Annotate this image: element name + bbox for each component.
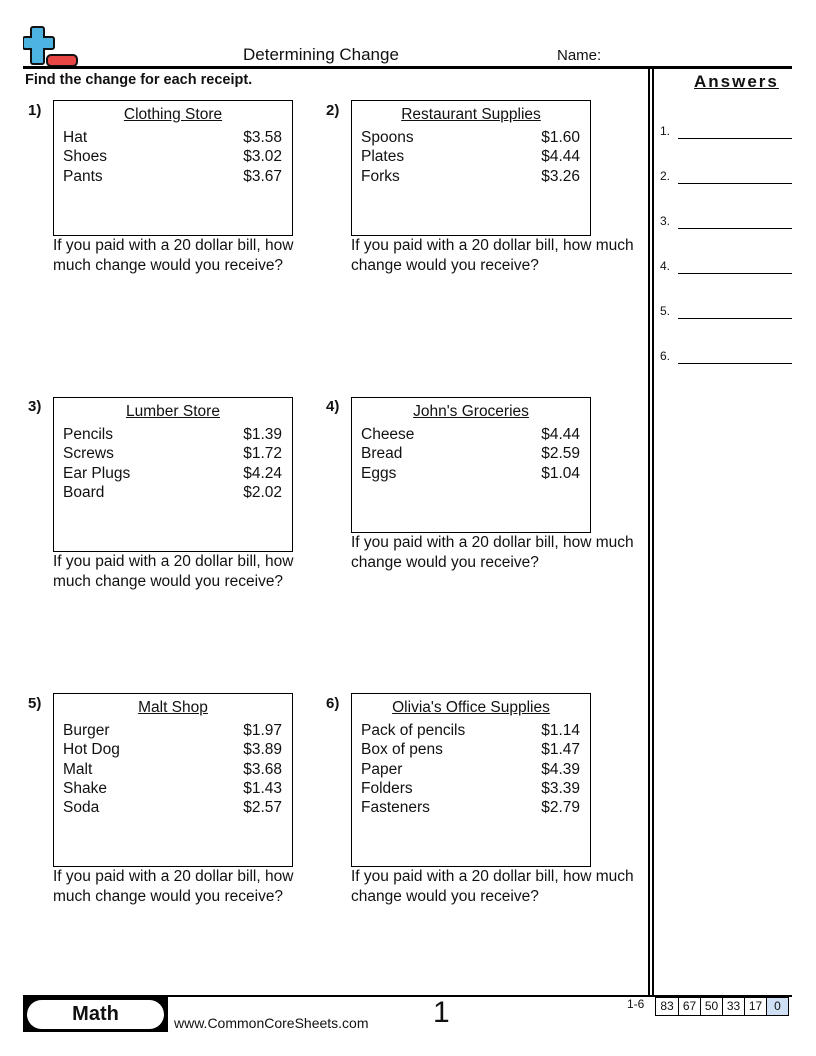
receipt-item [63,798,282,817]
item-price: $1.14 [541,722,580,739]
item-name: Forks [361,167,400,185]
receipt-items [63,128,282,186]
plus-minus-logo-icon [23,25,79,67]
answer-label-1: 1. [660,124,671,138]
item-name: Spoons [361,129,414,146]
column-divider [648,68,654,995]
item-name: Pants [63,167,103,185]
item-price: $2.02 [243,483,282,501]
item-name: Burger [63,722,110,739]
answer-field-3[interactable] [678,228,792,229]
store-name: Malt Shop [138,699,208,716]
question-text: If you paid with a 20 dollar bill, how much change would you receive? [53,237,294,274]
item-price: $1.72 [243,445,282,463]
score-table [655,997,789,1016]
page-number: 1 [433,996,450,1029]
receipt-item [63,425,282,444]
question-text: If you paid with a 20 dollar bill, how much change would you receive? [53,868,294,905]
problem-number: 3) [28,398,42,415]
receipt-items [361,721,580,817]
receipt-box [53,693,293,867]
receipt-item [361,464,580,483]
receipt-item [361,760,580,779]
problem-range: 1-6 [627,997,645,1011]
score-cell: 33 [722,998,744,1015]
item-price: $1.47 [541,741,580,759]
receipt-item [361,798,580,817]
question-text: If you paid with a 20 dollar bill, how much change would you receive? [351,534,634,571]
header-rule [23,66,792,69]
answer-label-5: 5. [660,304,671,318]
item-name: Shoes [63,148,107,166]
store-name: John's Groceries [413,403,529,420]
question-text: If you paid with a 20 dollar bill, how much change would you receive? [351,237,634,274]
problem-number: 2) [326,102,340,119]
receipt-box [53,100,293,236]
receipt-box [53,397,293,552]
item-name: Soda [63,799,100,817]
answer-label-6: 6. [660,349,671,363]
score-cell: 17 [744,998,766,1015]
answer-field-1[interactable] [678,138,792,139]
item-price: $4.44 [541,426,580,443]
problem-number: 6) [326,695,340,712]
item-name: Bread [361,445,403,463]
receipt-items [63,721,282,817]
store-name: Clothing Store [123,106,223,123]
receipt-box [351,100,591,236]
item-name: Screws [63,445,114,463]
receipt-item [361,721,580,740]
answer-label-2: 2. [660,169,671,183]
receipt-item [63,740,282,759]
answer-field-5[interactable] [678,318,792,319]
store-name: Restaurant Supplies [401,106,541,123]
answer-label-3: 3. [660,214,671,228]
receipt-items [63,425,282,502]
item-name: Plates [361,148,405,166]
receipt-item [63,760,282,779]
subject-label: Math [27,1000,164,1029]
question-text: If you paid with a 20 dollar bill, how much change would you receive? [53,553,294,590]
item-price: $2.79 [541,799,580,817]
item-price: $3.39 [541,779,580,797]
item-price: $3.89 [243,741,282,759]
problem-number: 1) [28,102,42,119]
item-name: Hot Dog [63,741,120,759]
receipt-item [63,147,282,166]
receipt-item [63,128,282,147]
store-name: Lumber Store [126,403,220,420]
item-name: Box of pens [361,741,443,759]
receipt-item [63,464,282,483]
item-name: Cheese [361,426,415,443]
item-name: Pack of pencils [361,722,466,739]
item-price: $1.60 [541,129,580,146]
item-price: $2.59 [541,445,580,463]
item-price: $4.39 [541,760,580,778]
item-price: $1.97 [243,722,282,739]
receipt-item [63,779,282,798]
item-name: Eggs [361,464,397,482]
receipt-items [361,425,580,483]
receipt-item [63,444,282,463]
page-title: Determining Change [243,45,399,64]
item-name: Fasteners [361,799,430,817]
item-name: Shake [63,779,107,797]
item-price: $4.24 [243,464,282,482]
receipt-box [351,397,591,533]
score-cell: 83 [660,999,674,1013]
store-name: Olivia's Office Supplies [392,699,550,716]
receipt-items [361,128,580,186]
receipt-item [361,425,580,444]
score-cell: 50 [700,998,722,1015]
receipt-item [63,167,282,186]
item-name: Folders [361,779,413,797]
item-price: $1.04 [541,464,580,482]
instructions: Find the change for each receipt. [25,72,253,88]
score-cell-highlighted: 0 [766,998,788,1015]
item-name: Board [63,483,105,501]
answers-title: Answers [694,72,779,91]
website-link[interactable]: www.CommonCoreSheets.com [174,1015,369,1031]
item-name: Paper [361,760,403,778]
item-price: $1.43 [243,779,282,797]
receipt-item [361,444,580,463]
answer-field-6[interactable] [678,363,792,364]
receipt-item [361,167,580,186]
receipt-box [351,693,591,867]
answer-field-2[interactable] [678,183,792,184]
item-price: $3.26 [541,167,580,185]
receipt-item [361,740,580,759]
item-price: $3.58 [243,129,282,146]
item-name: Hat [63,129,88,146]
item-price: $2.57 [243,799,282,817]
item-price: $1.39 [243,426,282,443]
problem-number: 4) [326,398,340,415]
answer-label-4: 4. [660,259,671,273]
name-label: Name: [557,47,602,64]
item-price: $3.02 [243,148,282,166]
item-price: $3.67 [243,167,282,185]
answer-field-4[interactable] [678,273,792,274]
item-price: $3.68 [243,760,282,778]
item-price: $4.44 [541,148,580,166]
receipt-item [361,779,580,798]
item-name: Pencils [63,426,113,443]
receipt-item [361,147,580,166]
receipt-item [63,483,282,502]
problem-number: 5) [28,695,42,712]
receipt-item [361,128,580,147]
item-name: Malt [63,760,93,778]
question-text: If you paid with a 20 dollar bill, how much change would you receive? [351,868,634,905]
item-name: Ear Plugs [63,464,131,482]
receipt-item [63,721,282,740]
score-cell: 67 [678,998,700,1015]
